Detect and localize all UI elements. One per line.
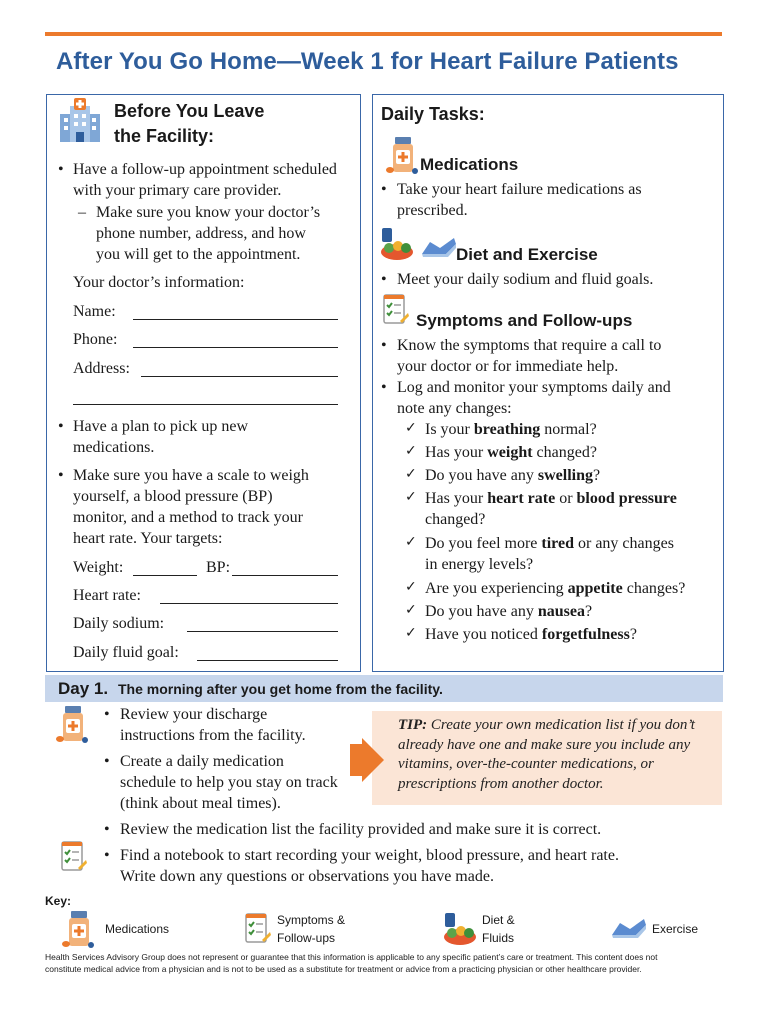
key-symptoms-1: Symptoms &	[277, 913, 346, 927]
check-breathing: Is your breathing normal?	[425, 421, 597, 438]
daily-tasks-heading: Daily Tasks:	[381, 104, 485, 124]
sym-text-3: Log and monitor your symptoms daily and	[397, 379, 671, 396]
name-field[interactable]	[133, 319, 338, 320]
sodium-label: Daily sodium:	[73, 615, 165, 632]
bullet-dot: •	[381, 337, 387, 354]
check-swelling: Do you have any swelling?	[425, 467, 601, 484]
bullet-dot: •	[104, 753, 110, 770]
bullet-dot: •	[58, 161, 64, 178]
bullet-dot: •	[104, 706, 110, 723]
before-leave-heading-1: Before You Leave	[114, 101, 265, 121]
check-icon: ✓	[405, 602, 417, 618]
tip-arrow-head	[362, 738, 384, 782]
address-field[interactable]	[141, 376, 338, 377]
before-leave-heading-2: the Facility:	[114, 126, 215, 146]
check-tired: Do you feel more tired or any changes	[425, 535, 674, 552]
key-diet-1: Diet &	[482, 913, 515, 927]
followup-text-2: with your primary care provider.	[73, 182, 282, 199]
check-weight: Has your weight changed?	[425, 444, 597, 461]
food-icon	[380, 226, 414, 262]
day1-b2-1: Create a daily medication	[120, 753, 284, 770]
disclaimer	[45, 952, 730, 975]
sym-text-2: your doctor or for immediate help.	[397, 358, 619, 375]
medication-bottle-icon	[56, 705, 88, 745]
fluid-field[interactable]	[197, 660, 338, 661]
check-icon: ✓	[405, 625, 417, 641]
key-diet-2: Fluids	[482, 931, 515, 945]
check-nausea: Do you have any nausea?	[425, 603, 593, 620]
check-icon: ✓	[405, 420, 417, 436]
check-icon: ✓	[405, 489, 417, 505]
check-heart-rate-2: changed?	[425, 511, 486, 528]
diet-exercise-heading: Diet and Exercise	[456, 245, 598, 264]
scale-text-2: yourself, a blood pressure (BP)	[73, 488, 273, 505]
symptoms-heading: Symptoms and Follow-ups	[416, 311, 633, 330]
check-icon: ✓	[405, 579, 417, 595]
day1-b1-2: instructions from the facility.	[120, 727, 306, 744]
shoe-icon	[610, 917, 648, 939]
key-label: Key:	[45, 894, 72, 908]
pickup-text-1: Have a plan to pick up new	[73, 418, 249, 435]
hospital-icon	[58, 96, 102, 144]
bullet-dot: •	[104, 821, 110, 838]
day1-label: Day 1.	[58, 679, 109, 698]
dash: –	[78, 204, 86, 221]
phone-label: Phone:	[73, 331, 118, 348]
doctor-know-1: Make sure you know your doctor’s	[96, 204, 321, 221]
medications-heading: Medications	[420, 155, 519, 174]
doctor-know-2: phone number, address, and how	[96, 225, 306, 242]
key-medications: Medications	[105, 922, 170, 936]
weight-label: Weight:	[73, 559, 124, 576]
food-icon	[443, 911, 477, 947]
scale-text-4: heart rate. Your targets:	[73, 530, 223, 547]
bullet-dot: •	[381, 271, 387, 288]
key-symptoms-2: Follow-ups	[277, 931, 336, 945]
pickup-text-2: medications.	[73, 439, 155, 456]
day1-b4-2: Write down any questions or observations you have made.	[120, 868, 494, 885]
shoe-icon	[420, 236, 458, 258]
bullet-dot: •	[104, 847, 110, 864]
fluid-label: Daily fluid goal:	[73, 644, 179, 661]
day1-b2-3: (think about meal times).	[120, 795, 281, 812]
checklist-icon	[382, 293, 410, 327]
tip-text: TIP: Create your own medication list if you don’t already have one and make sure you include any vitamins, over-the-counter medications, or prescriptions from another doctor.	[398, 717, 695, 792]
check-icon: ✓	[405, 534, 417, 550]
bullet-dot: •	[58, 467, 64, 484]
address-field-2[interactable]	[73, 404, 338, 405]
key-exercise: Exercise	[652, 922, 699, 936]
scale-text-3: monitor, and a method to track your	[73, 509, 303, 526]
disclaimer-line-1: Health Services Advisory Group does not represent or guarantee that this information is applicable to any specific patient’s care or treatment. This content does not	[45, 952, 658, 962]
phone-field[interactable]	[133, 347, 338, 348]
day1-b3: Review the medication list the facility provided and make sure it is correct.	[120, 821, 602, 838]
diet-text-1: Meet your daily sodium and fluid goals.	[397, 271, 654, 288]
medication-bottle-icon	[386, 136, 418, 176]
medication-bottle-icon	[62, 910, 94, 950]
followup-text-1: Have a follow-up appointment scheduled	[73, 161, 337, 178]
bp-field[interactable]	[232, 575, 338, 576]
address-label: Address:	[73, 360, 130, 377]
med-text-1: Take your heart failure medications as	[397, 181, 642, 198]
bullet-dot: •	[381, 181, 387, 198]
doctor-info-label: Your doctor’s information:	[73, 274, 245, 291]
scale-text-1: Make sure you have a scale to weigh	[73, 467, 309, 484]
med-text-2: prescribed.	[397, 202, 468, 219]
day1-subtitle: The morning after you get home from the facility.	[118, 681, 443, 697]
check-heart-rate: Has your heart rate or blood pressure	[425, 490, 677, 507]
weight-field[interactable]	[133, 575, 197, 576]
bullet-dot: •	[381, 379, 387, 396]
check-icon: ✓	[405, 466, 417, 482]
page-title: After You Go Home—Week 1 for Heart Failure Patients	[56, 48, 679, 75]
heart-rate-label: Heart rate:	[73, 587, 141, 604]
day1-b1-1: Review your discharge	[120, 706, 268, 723]
top-accent-bar	[45, 32, 722, 36]
sym-text-1: Know the symptoms that require a call to	[397, 337, 662, 354]
bullet-dot: •	[58, 418, 64, 435]
heart-rate-field[interactable]	[160, 603, 338, 604]
check-icon: ✓	[405, 443, 417, 459]
day1-b4-1: Find a notebook to start recording your weight, blood pressure, and heart rate.	[120, 847, 619, 864]
name-label: Name:	[73, 303, 116, 320]
sym-text-4: note any changes:	[397, 400, 512, 417]
checklist-icon	[60, 840, 88, 874]
sodium-field[interactable]	[187, 631, 338, 632]
disclaimer-line-2: constitute medical advice from a physician and is not to be used as a substitute for treatment or advice from a practicing physician or other healthcare provider.	[45, 963, 642, 974]
check-forgetfulness: Have you noticed forgetfulness?	[425, 626, 637, 643]
checklist-icon	[244, 912, 272, 946]
bp-label: BP:	[206, 559, 231, 576]
day1-b2-2: schedule to help you stay on track	[120, 774, 338, 791]
doctor-know-3: you will get to the appointment.	[96, 246, 301, 263]
check-tired-2: in energy levels?	[425, 556, 534, 573]
check-appetite: Are you experiencing appetite changes?	[425, 580, 686, 597]
